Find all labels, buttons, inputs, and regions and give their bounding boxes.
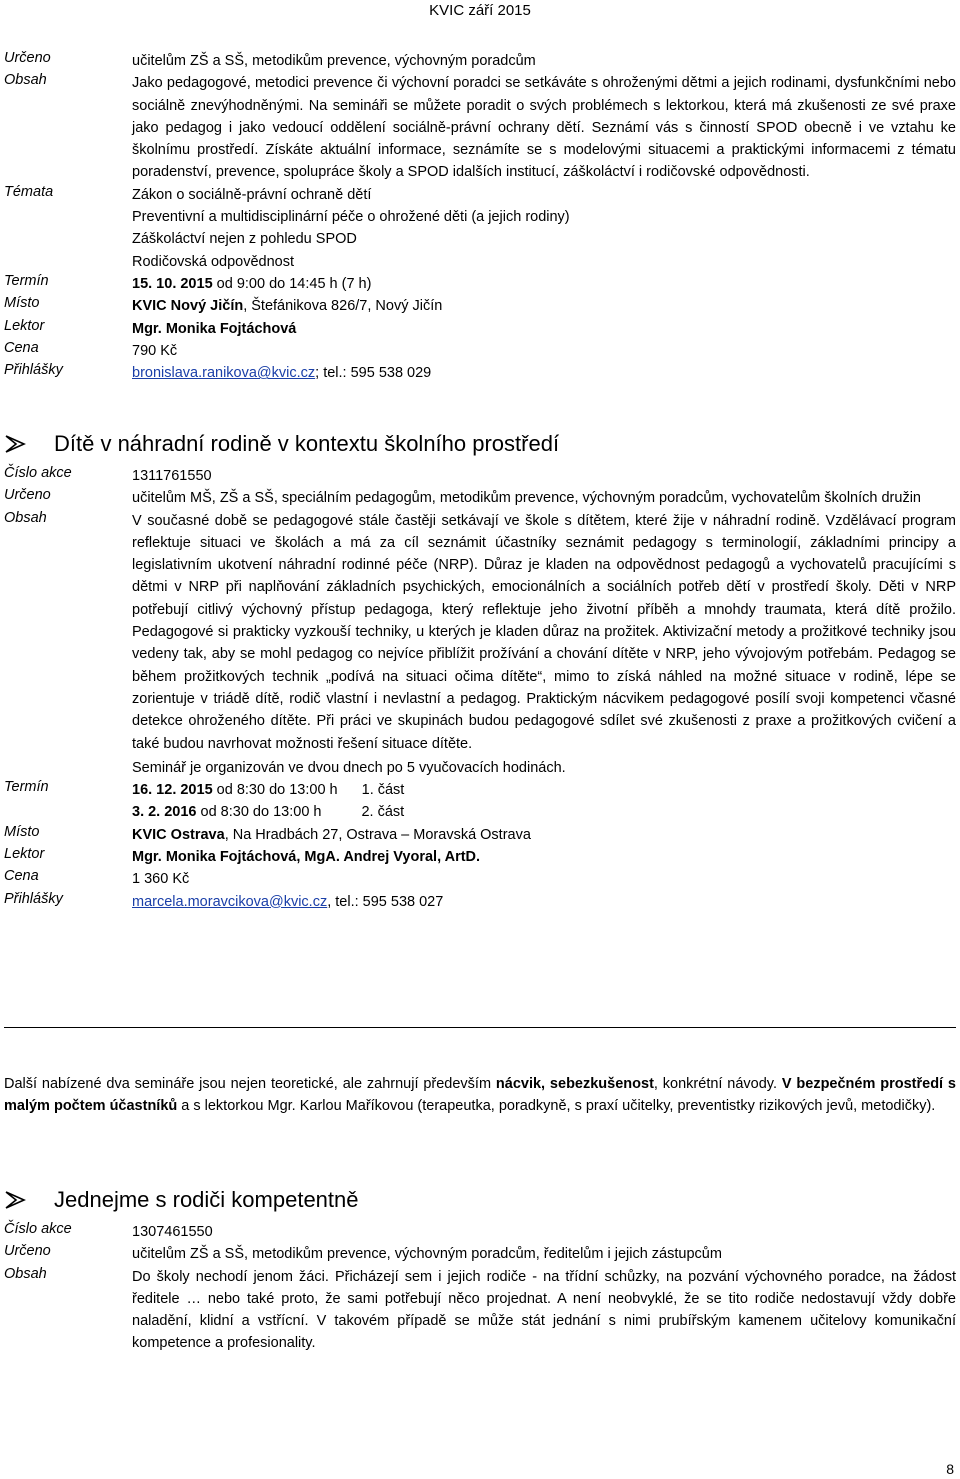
seminar-block-2	[4, 465, 956, 913]
page-header: KVIC září 2015	[429, 2, 531, 19]
label-lektor: Lektor	[4, 317, 45, 334]
urceno-value: učitelům ZŠ a SŠ, metodikům prevence, výchovným poradcům	[132, 53, 536, 69]
row-cislo-akce	[4, 1221, 956, 1243]
misto-value	[132, 824, 956, 846]
phone-text: , tel.: 595 538 027	[327, 893, 444, 910]
label-prihlasky: Přihlášky	[4, 890, 63, 907]
intro-paragraph	[4, 1073, 956, 1118]
intro-bold: nácvik, sebezkušenost	[495, 1076, 654, 1092]
termin-value-1	[132, 779, 956, 801]
label-misto: Místo	[4, 823, 40, 840]
row-termin	[4, 779, 956, 824]
label-obsah: Obsah	[4, 1265, 47, 1282]
termin-date: 15. 10. 2015	[132, 275, 213, 292]
label-obsah: Obsah	[4, 72, 47, 89]
row-cena	[4, 868, 956, 890]
misto-address: , Na Hradbách 27, Ostrava – Moravská Ostrava	[224, 826, 531, 843]
urceno-value: učitelům ZŠ a SŠ, metodikům prevence, výchovným poradcům, ředitelům i jejich zástupcům	[132, 1246, 722, 1263]
row-cena	[4, 340, 956, 362]
row-urceno	[4, 487, 956, 509]
misto-name: KVIC Ostrava	[132, 826, 225, 843]
row-termin	[4, 273, 956, 295]
row-prihlasky	[4, 891, 956, 913]
section-title-2	[4, 430, 559, 458]
termin-part: 1. část	[361, 782, 405, 799]
row-obsah	[4, 510, 956, 780]
termin-date: 16. 12. 2015	[132, 782, 213, 799]
label-prihlasky: Přihlášky	[4, 362, 63, 379]
obsah-value: V současné době se pedagogové stále častěji setkávají ve škole s dítětem, které žije v náhradní rodině. Vzdělávací program reflektuje situaci ve školách a má za cíl seznámit účastníky seznámit pedagogy s terminologií, základními principy a legislativním ukotvení náhradní rodinné péče (NRP). Důraz je kladen na odpovědnost pedagogů a vychovatelů pracujícími s dětmi v NRP při naplňování základních psychických, emocionálních a sociálních potřeb dětí v prostředí školy. Děti v NRP potřebují citlivý výchovný přístup pedagoga, který reflektuje jeho životní příběh a mnohdy traumata, která dítě prožilo. Pedagogové si prakticky vyzkouší techniky, u kterých je kladen důraz na prožitek. Aktivizační metody a prožitkové techniky jsou vedeny tak, aby se mohl pedagog co nejvíce přiblížit prožívání a chování dítěte v NRP, jeho vývojovým potřebám. Pedagog se během prožitkových technik „podívá na situaci očima dítěte“, mimo to získá náhled na možné situace v rodině, lépe se zorientuje v triádě dítě, rodič vlastní i nevlastní a pedagog. Praktickým nácvikem pedagogové posílí svoji kompetenci včasné detekce ohroženého dítěte. Při práci ve skupinách budou pedagogové sdílet své zkušenosti z praxe a prožitkových cvičení a také budou navrhovat možnosti řešení situace dítěte.	[132, 512, 956, 752]
termin-time: od 8:30 do 13:00 h	[212, 782, 338, 799]
termin-time: od 8:30 do 13:00 h	[196, 804, 322, 821]
misto-address: , Štefánikova 826/7, Nový Jičín	[243, 298, 443, 315]
prihlasky-value	[132, 362, 956, 384]
cena-value: 1 360 Kč	[132, 871, 190, 888]
email-link[interactable]: bronislava.ranikova@kvic.cz	[132, 365, 316, 382]
misto-value	[132, 295, 956, 317]
row-urceno	[4, 1243, 956, 1265]
termin-part: 2. část	[361, 804, 405, 821]
row-obsah	[4, 1266, 956, 1355]
label-temata: Témata	[4, 183, 54, 200]
seminar-block-3	[4, 1221, 956, 1355]
row-urceno	[4, 50, 956, 72]
label-urceno: Určeno	[4, 50, 51, 66]
intro-bold: V bezpečném prostředí s malým počtem účastníků	[4, 1076, 957, 1115]
termin-value-2	[132, 801, 956, 823]
lektor-value: Mgr. Monika Fojtáchová	[132, 320, 297, 337]
email-link[interactable]: marcela.moravcikova@kvic.cz	[132, 893, 328, 910]
temata-list	[132, 184, 956, 273]
label-cena: Cena	[4, 339, 39, 356]
arrow-bullet-icon	[4, 1190, 26, 1210]
row-prihlasky	[4, 362, 956, 384]
intro-text: , konkrétní návody.	[653, 1076, 782, 1092]
intro-text: Další nabízené dva semináře jsou nejen teoretické, ale zahrnují především	[4, 1076, 496, 1092]
cislo-akce-value: 1311761550	[132, 468, 212, 484]
termin-date: 3. 2. 2016	[132, 804, 197, 821]
tema-item: Zákon o sociálně-právní ochraně dětí	[132, 186, 372, 203]
label-termin: Termín	[4, 272, 49, 289]
obsah-value: Jako pedagogové, metodici prevence či výchovní poradci se setkáváte s ohroženými dětmi a jejich rodinami, dysfunkčními nebo sociálně znevýhodněnými. Na semináři se můžete poradit o svých problémech s lektorkou, která má zkušenosti ze své praxe jako pedagog i jako vedoucí oddělení sociálně-právní ochrany dětí. Seznámí vás s činností SPOD obecně i ve vztahu ke školnímu prostředí. Získáte aktuální informace, seznámíte se s modelovými situacemi a praktickými informacemi z tématu poradenství, prevence, spolupráce školy a SPOD idalších institucí, záškoláctví i rodičovské odpovědnosti.	[132, 75, 956, 181]
label-cislo-akce: Číslo akce	[4, 465, 72, 481]
section-title-text: Jednejme s rodiči kompetentně	[54, 1187, 359, 1212]
section-title-3	[4, 1186, 359, 1214]
row-misto	[4, 295, 956, 317]
label-urceno: Určeno	[4, 487, 51, 504]
label-lektor: Lektor	[4, 846, 45, 863]
row-lektor	[4, 318, 956, 340]
seminar-block-1	[4, 50, 956, 384]
phone-text: ; tel.: 595 538 029	[315, 365, 432, 382]
urceno-value: učitelům MŠ, ZŠ a SŠ, speciálním pedagogům, metodikům prevence, výchovným poradcům, vychovatelům školních družin	[132, 490, 921, 507]
page-number: 8	[946, 1461, 954, 1477]
termin-value	[132, 273, 956, 295]
obsah-note: Seminář je organizován ve dvou dnech po 5 vyučovacích hodinách.	[132, 759, 566, 776]
termin-time: od 9:00 do 14:45 h (7 h)	[212, 275, 372, 292]
tema-item: Záškoláctví nejen z pohledu SPOD	[132, 231, 357, 248]
horizontal-divider	[4, 1027, 956, 1028]
obsah-value: Do školy nechodí jenom žáci. Přicházejí sem i jejich rodiče - na třídní schůzky, na pozvání výchovného poradce, na žádost ředitele … nebo také proto, že sami potřebují něco projednat. A není neobvyklé, že se tito rodiče nedostavují vždy dobře naladění, klidní a vstřícní. V takovém případě se může stát jednání s nimi prubířským kamenem učitelovy komunikační kompetence a profesionality.	[132, 1268, 956, 1352]
arrow-bullet-icon	[4, 434, 26, 454]
row-obsah	[4, 72, 956, 183]
label-obsah: Obsah	[4, 509, 47, 526]
misto-name: KVIC Nový Jičín	[132, 298, 244, 315]
label-misto: Místo	[4, 295, 40, 312]
label-cislo-akce: Číslo akce	[4, 1221, 72, 1237]
row-cislo-akce	[4, 465, 956, 487]
label-urceno: Určeno	[4, 1243, 51, 1260]
section-title-text: Dítě v náhradní rodině v kontextu školního prostředí	[54, 431, 560, 456]
tema-item: Preventivní a multidisciplinární péče o ohrožené děti (a jejich rodiny)	[132, 209, 570, 226]
intro-text: a s lektorkou Mgr. Karlou Maříkovou (terapeutka, poradkyně, s praxí učitelky, preventistky rizikových jevů, metodičky).	[177, 1098, 936, 1115]
cislo-akce-value: 1307461550	[132, 1224, 213, 1240]
lektor-value: Mgr. Monika Fojtáchová, MgA. Andrej Vyoral, ArtD.	[132, 849, 481, 866]
cena-value: 790 Kč	[132, 342, 178, 359]
row-temata	[4, 184, 956, 273]
prihlasky-value	[132, 891, 956, 913]
label-cena: Cena	[4, 868, 39, 885]
row-lektor	[4, 846, 956, 868]
tema-item: Rodičovská odpovědnost	[132, 253, 295, 270]
row-misto	[4, 824, 956, 846]
label-termin: Termín	[4, 779, 49, 796]
